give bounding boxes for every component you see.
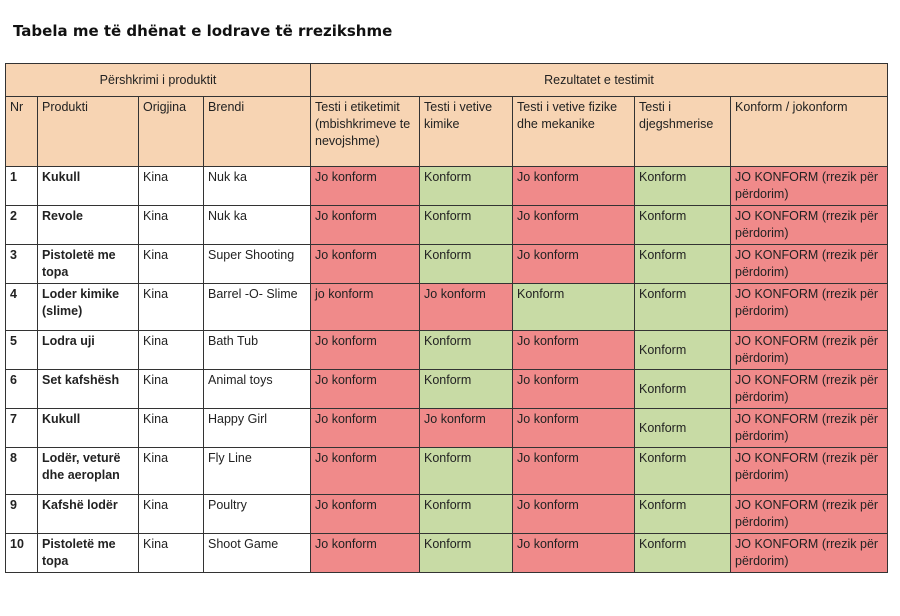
cell-physical: Jo konform	[513, 370, 635, 409]
column-header-row	[6, 97, 888, 167]
column-header-flammability: Testi i djegshmerise	[635, 97, 731, 167]
cell-nr: 7	[6, 409, 38, 448]
cell-flammability: Konform	[635, 534, 731, 573]
column-header-nr: Nr	[6, 97, 38, 167]
group-header-row	[6, 64, 888, 97]
cell-brand: Nuk ka	[204, 206, 311, 245]
group-header-results: Rezultatet e testimit	[311, 64, 888, 97]
cell-physical: Jo konform	[513, 331, 635, 370]
cell-nr: 3	[6, 245, 38, 284]
cell-conformity: JO KONFORM (rrezik për përdorim)	[731, 409, 888, 448]
cell-chemical: Konform	[420, 370, 513, 409]
table-row	[6, 448, 888, 495]
cell-labeling: Jo konform	[311, 167, 420, 206]
cell-flammability: Konform	[635, 284, 731, 331]
cell-chemical: Konform	[420, 495, 513, 534]
cell-chemical: Konform	[420, 331, 513, 370]
cell-nr: 1	[6, 167, 38, 206]
cell-origin: Kina	[139, 331, 204, 370]
cell-brand: Poultry	[204, 495, 311, 534]
cell-brand: Fly Line	[204, 448, 311, 495]
cell-product: Revole	[38, 206, 139, 245]
cell-product: Kukull	[38, 409, 139, 448]
cell-flammability: Konform	[635, 245, 731, 284]
table-row	[6, 495, 888, 534]
cell-nr: 10	[6, 534, 38, 573]
cell-product: Pistoletë me topa	[38, 245, 139, 284]
cell-flammability: Konform	[635, 448, 731, 495]
cell-conformity: JO KONFORM (rrezik për përdorim)	[731, 245, 888, 284]
cell-labeling: Jo konform	[311, 331, 420, 370]
cell-product: Kukull	[38, 167, 139, 206]
cell-physical: Jo konform	[513, 245, 635, 284]
page-title: Tabela me të dhënat e lodrave të rrezikshme	[13, 22, 393, 40]
cell-origin: Kina	[139, 206, 204, 245]
cell-product: Pistoletë me topa	[38, 534, 139, 573]
cell-physical: Jo konform	[513, 448, 635, 495]
cell-flammability: Konform	[635, 409, 731, 448]
column-header-origin: Origjina	[139, 97, 204, 167]
cell-conformity: JO KONFORM (rrezik për përdorim)	[731, 448, 888, 495]
cell-brand: Barrel -O- Slime	[204, 284, 311, 331]
cell-product: Lodër, veturë dhe aeroplan	[38, 448, 139, 495]
cell-conformity: JO KONFORM (rrezik për përdorim)	[731, 370, 888, 409]
cell-product: Loder kimike (slime)	[38, 284, 139, 331]
table-row	[6, 534, 888, 573]
cell-origin: Kina	[139, 167, 204, 206]
cell-origin: Kina	[139, 284, 204, 331]
cell-flammability: Konform	[635, 370, 731, 409]
cell-nr: 9	[6, 495, 38, 534]
cell-labeling: Jo konform	[311, 245, 420, 284]
cell-chemical: Konform	[420, 245, 513, 284]
cell-origin: Kina	[139, 495, 204, 534]
cell-labeling: Jo konform	[311, 409, 420, 448]
table-row	[6, 245, 888, 284]
group-header-product: Përshkrimi i produktit	[6, 64, 311, 97]
cell-brand: Happy Girl	[204, 409, 311, 448]
cell-nr: 6	[6, 370, 38, 409]
cell-labeling: Jo konform	[311, 370, 420, 409]
cell-nr: 4	[6, 284, 38, 331]
cell-conformity: JO KONFORM (rrezik për përdorim)	[731, 284, 888, 331]
cell-chemical: Konform	[420, 206, 513, 245]
cell-product: Lodra uji	[38, 331, 139, 370]
cell-origin: Kina	[139, 448, 204, 495]
cell-chemical: Jo konform	[420, 409, 513, 448]
cell-physical: Konform	[513, 284, 635, 331]
cell-conformity: JO KONFORM (rrezik për përdorim)	[731, 534, 888, 573]
column-header-product: Produkti	[38, 97, 139, 167]
cell-nr: 2	[6, 206, 38, 245]
column-header-brand: Brendi	[204, 97, 311, 167]
cell-flammability: Konform	[635, 331, 731, 370]
column-header-physical: Testi i vetive fizike dhe mekanike	[513, 97, 635, 167]
cell-conformity: JO KONFORM (rrezik për përdorim)	[731, 206, 888, 245]
cell-physical: Jo konform	[513, 206, 635, 245]
cell-origin: Kina	[139, 409, 204, 448]
cell-brand: Super Shooting	[204, 245, 311, 284]
cell-origin: Kina	[139, 245, 204, 284]
cell-physical: Jo konform	[513, 534, 635, 573]
cell-flammability: Konform	[635, 167, 731, 206]
toys-table	[5, 63, 888, 573]
table-row	[6, 331, 888, 370]
cell-chemical: Konform	[420, 448, 513, 495]
cell-labeling: Jo konform	[311, 495, 420, 534]
cell-conformity: JO KONFORM (rrezik për përdorim)	[731, 167, 888, 206]
cell-chemical: Jo konform	[420, 284, 513, 331]
cell-chemical: Konform	[420, 167, 513, 206]
cell-brand: Bath Tub	[204, 331, 311, 370]
table-row	[6, 167, 888, 206]
cell-brand: Shoot Game	[204, 534, 311, 573]
cell-brand: Nuk ka	[204, 167, 311, 206]
cell-physical: Jo konform	[513, 167, 635, 206]
cell-nr: 8	[6, 448, 38, 495]
cell-origin: Kina	[139, 370, 204, 409]
table-row	[6, 409, 888, 448]
cell-labeling: jo konform	[311, 284, 420, 331]
cell-conformity: JO KONFORM (rrezik për përdorim)	[731, 495, 888, 534]
cell-product: Set kafshësh	[38, 370, 139, 409]
cell-brand: Animal toys	[204, 370, 311, 409]
cell-flammability: Konform	[635, 206, 731, 245]
cell-flammability: Konform	[635, 495, 731, 534]
column-header-labeling: Testi i etiketimit (mbishkrimeve te nevojshme)	[311, 97, 420, 167]
cell-labeling: Jo konform	[311, 206, 420, 245]
cell-physical: Jo konform	[513, 409, 635, 448]
cell-nr: 5	[6, 331, 38, 370]
cell-conformity: JO KONFORM (rrezik për përdorim)	[731, 331, 888, 370]
cell-product: Kafshë lodër	[38, 495, 139, 534]
cell-origin: Kina	[139, 534, 204, 573]
cell-labeling: Jo konform	[311, 448, 420, 495]
column-header-conformity: Konform / jokonform	[731, 97, 888, 167]
table-row	[6, 370, 888, 409]
cell-physical: Jo konform	[513, 495, 635, 534]
table-row	[6, 206, 888, 245]
table-row	[6, 284, 888, 331]
cell-labeling: Jo konform	[311, 534, 420, 573]
column-header-chemical: Testi i vetive kimike	[420, 97, 513, 167]
cell-chemical: Konform	[420, 534, 513, 573]
